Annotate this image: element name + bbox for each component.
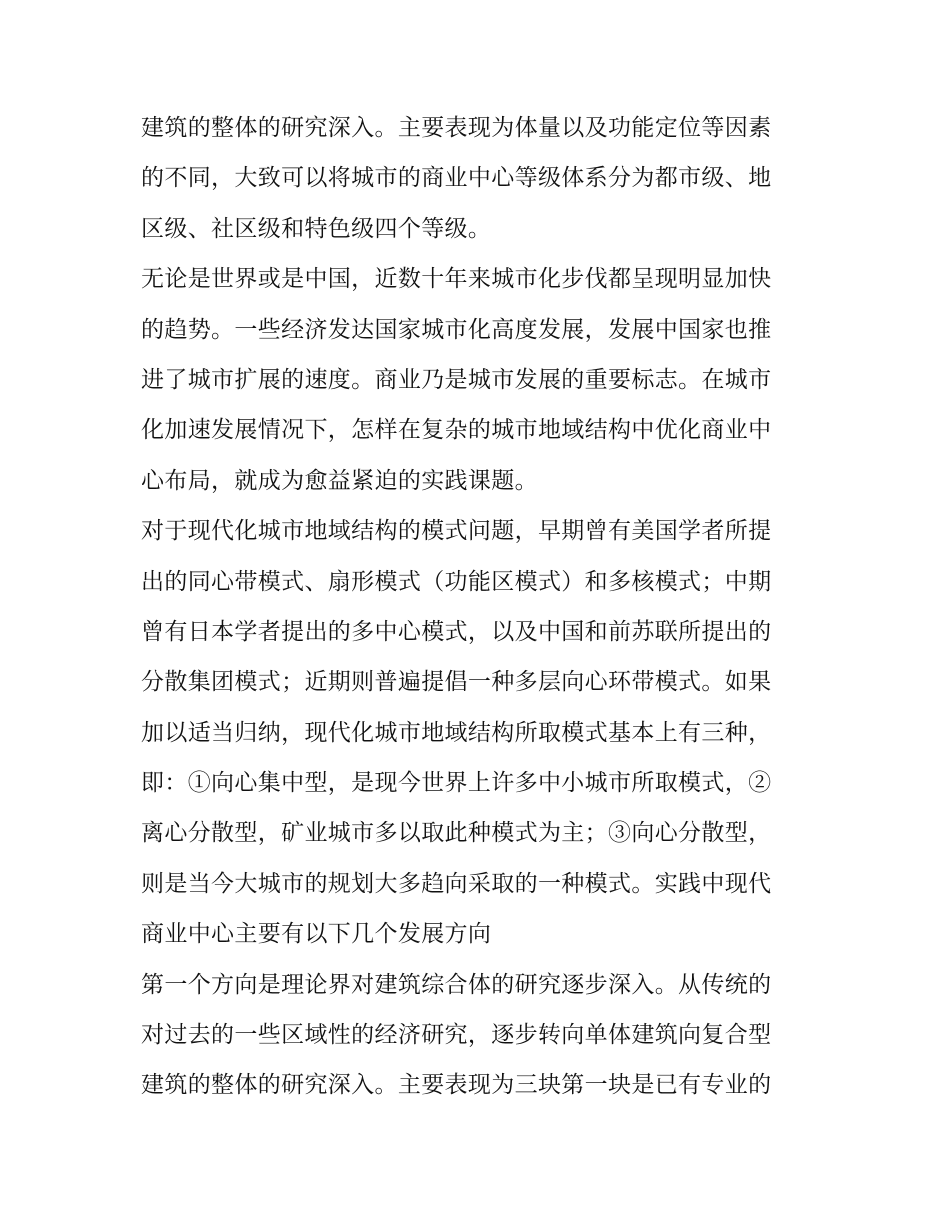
text-line: 无论是世界或是中国，近数十年来城市化步伐都呈现明显加快 — [141, 266, 772, 293]
text-line: 区级、社区级和特色级四个等级。 — [141, 215, 492, 242]
text-line: 出的同心带模式、扇形模式（功能区模式）和多核模式；中期 — [141, 568, 772, 595]
text-line: 的不同，大致可以将城市的商业中心等级体系分为都市级、地 — [141, 165, 772, 192]
text-line: 离心分散型，矿业城市多以取此种模式为主；③向心分散型， — [141, 820, 772, 847]
text-line: 分散集团模式；近期则普遍提倡一种多层向心环带模式。如果 — [141, 669, 772, 696]
text-line: 即：①向心集中型，是现今世界上许多中小城市所取模式，② — [141, 770, 772, 797]
text-line: 心布局，就成为愈益紧迫的实践课题。 — [141, 467, 538, 494]
text-line: 建筑的整体的研究深入。主要表现为体量以及功能定位等因素 — [141, 115, 772, 141]
text-line: 进了城市扩展的速度。商业乃是城市发展的重要标志。在城市 — [141, 366, 772, 393]
body-text — [141, 103, 821, 1111]
text-line: 对过去的一些区域性的经济研究，逐步转向单体建筑向复合型 — [141, 1022, 772, 1049]
text-line: 商业中心主要有以下几个发展方向 — [141, 921, 492, 948]
text-line: 化加速发展情况下，怎样在复杂的城市地域结构中优化商业中 — [141, 417, 772, 444]
text-line: 则是当今大城市的规划大多趋向采取的一种模式。实践中现代 — [141, 870, 772, 897]
text-line: 曾有日本学者提出的多中心模式，以及中国和前苏联所提出的 — [141, 618, 772, 645]
text-line: 的趋势。一些经济发达国家城市化高度发展，发展中国家也推 — [141, 316, 772, 343]
text-line: 第一个方向是理论界对建筑综合体的研究逐步深入。从传统的 — [141, 971, 772, 998]
text-line: 建筑的整体的研究深入。主要表现为三块第一块是已有专业的 — [141, 1072, 772, 1099]
text-line: 对于现代化城市地域结构的模式问题，早期曾有美国学者所提 — [141, 518, 772, 545]
text-line: 加以适当归纳，现代化城市地域结构所取模式基本上有三种， — [141, 719, 772, 746]
